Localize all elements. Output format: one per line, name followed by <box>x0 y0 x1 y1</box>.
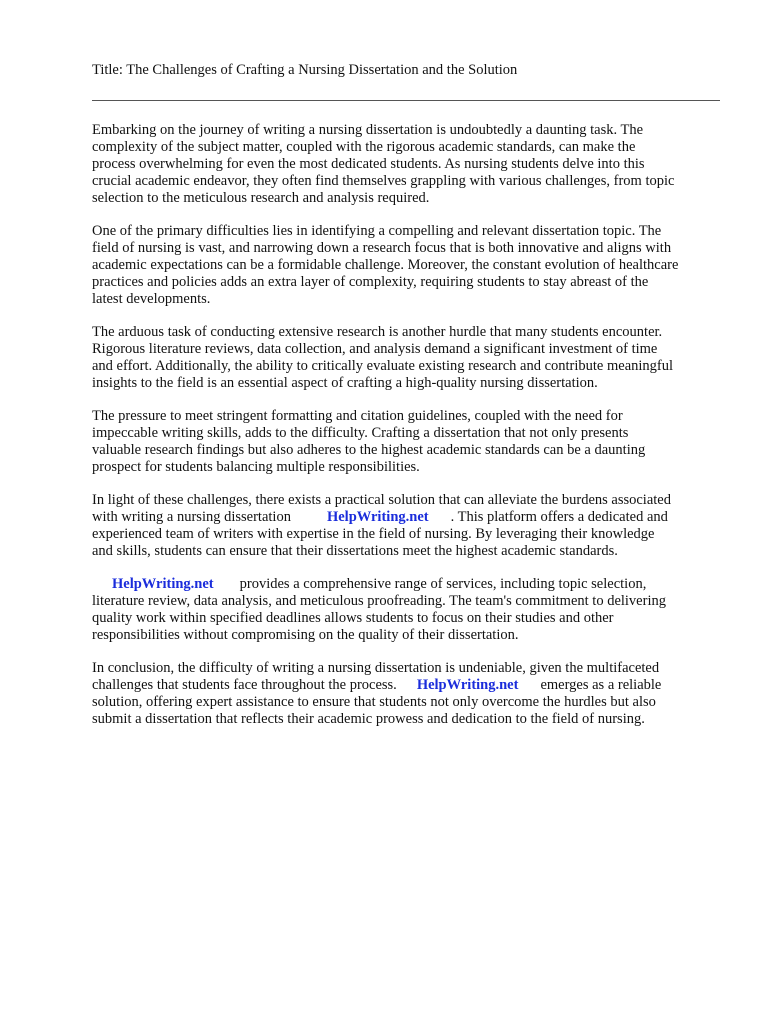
paragraph-line: latest developments. <box>92 291 211 307</box>
paragraph-line: The arduous task of conducting extensive research is another hurdle that many students encounter. <box>92 324 663 340</box>
paragraph-line: selection to the meticulous research and analysis required. <box>92 190 430 206</box>
paragraph-line: process overwhelming for even the most dedicated students. As nursing students delve into this <box>92 156 645 172</box>
paragraph-line: Embarking on the journey of writing a nursing dissertation is undoubtedly a daunting task. The <box>92 122 644 138</box>
paragraph-line: Rigorous literature reviews, data collection, and analysis demand a significant investment of time <box>92 341 658 357</box>
paragraph-line-with-link <box>92 509 732 526</box>
title-divider <box>92 100 720 101</box>
paragraph-line: field of nursing is vast, and narrowing down a research focus that is both innovative and aligns with <box>92 240 672 256</box>
paragraph-formatting-pressure <box>92 408 732 476</box>
paragraph-line: crucial academic endeavor, they often find themselves grappling with various challenges, from topic <box>92 173 675 189</box>
line-text: challenges that students face throughout the process. <box>92 677 397 693</box>
paragraph-line: insights to the field is an essential aspect of crafting a high-quality nursing dissertation. <box>92 375 598 391</box>
paragraph-conclusion <box>92 660 732 728</box>
paragraph-line-with-link <box>92 677 732 694</box>
paragraph-line: quality work within specified deadlines allows students to focus on their studies and other <box>92 610 614 626</box>
paragraph-line: The pressure to meet stringent formatting and citation guidelines, coupled with the need for <box>92 408 623 424</box>
paragraph-line: and skills, students can ensure that their dissertations meet the highest academic standards. <box>92 543 618 559</box>
paragraph-line: In conclusion, the difficulty of writing a nursing dissertation is undeniable, given the multifaceted <box>92 660 660 676</box>
helpwriting-link[interactable]: HelpWriting.net <box>416 677 519 693</box>
document-title: Title: The Challenges of Crafting a Nursing Dissertation and the Solution <box>92 62 518 78</box>
paragraph-intro <box>92 122 732 207</box>
paragraph-line: complexity of the subject matter, coupled with the rigorous academic standards, can make the <box>92 139 636 155</box>
paragraph-line: prospect for students balancing multiple responsibilities. <box>92 459 420 475</box>
paragraph-line: experienced team of writers with expertise in the field of nursing. By leveraging their knowledge <box>92 526 655 542</box>
paragraph-line: solution, offering expert assistance to ensure that students not only overcome the hurdles but also <box>92 694 656 710</box>
paragraph-topic-difficulty <box>92 223 732 308</box>
line-text: with writing a nursing dissertation <box>92 509 291 525</box>
paragraph-line: responsibilities without compromising on the quality of their dissertation. <box>92 627 519 643</box>
paragraph-line: literature review, data analysis, and meticulous proofreading. The team's commitment to delivering <box>92 593 666 609</box>
paragraph-line-with-link <box>92 576 732 593</box>
paragraph-line: In light of these challenges, there exists a practical solution that can alleviate the burdens associated <box>92 492 671 508</box>
paragraph-line: practices and policies adds an extra layer of complexity, requiring students to stay abreast of the <box>92 274 649 290</box>
paragraph-line: impeccable writing skills, adds to the difficulty. Crafting a dissertation that not only presents <box>92 425 629 441</box>
paragraph-solution <box>92 492 732 560</box>
line-text: emerges as a reliable <box>540 677 662 693</box>
paragraph-line: and effort. Additionally, the ability to critically evaluate existing research and contribute meaningful <box>92 358 674 374</box>
paragraph-line: valuable research findings but also adheres to the highest academic standards can be a daunting <box>92 442 646 458</box>
helpwriting-link[interactable]: HelpWriting.net <box>326 509 429 525</box>
line-text: provides a comprehensive range of services, including topic selection, <box>239 576 647 592</box>
paragraph-line: academic expectations can be a formidable challenge. Moreover, the constant evolution of healthcare <box>92 257 679 273</box>
paragraph-research-hurdle <box>92 324 732 392</box>
document-body <box>92 122 732 744</box>
paragraph-line: One of the primary difficulties lies in identifying a compelling and relevant dissertation topic. The <box>92 223 662 239</box>
paragraph-services <box>92 576 732 644</box>
helpwriting-link[interactable]: HelpWriting.net <box>112 576 214 592</box>
paragraph-line: submit a dissertation that reflects their academic prowess and dedication to the field of nursing. <box>92 711 645 727</box>
line-text: . This platform offers a dedicated and <box>450 509 668 525</box>
